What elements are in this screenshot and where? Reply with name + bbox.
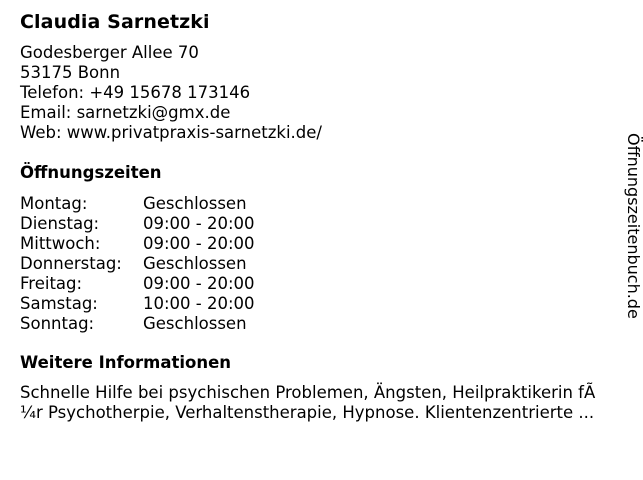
hours-day: Dienstag:	[20, 214, 100, 233]
city-address: 53175 Bonn	[20, 63, 121, 82]
more-info-line: ¼r Psychotherpie, Verhaltenstherapie, Hypnose. Klientenzentrierte ...	[20, 403, 595, 422]
hours-row-monday	[20, 194, 610, 214]
hours-time: 10:00 - 20:00	[143, 294, 255, 313]
hours-row-friday	[20, 274, 610, 294]
hours-day: Mittwoch:	[20, 234, 101, 253]
more-info-line: Schnelle Hilfe bei psychischen Problemen, Ängsten, Heilpraktikerin fÃ	[20, 383, 596, 402]
hours-time: Geschlossen	[143, 194, 247, 213]
hours-time: 09:00 - 20:00	[143, 274, 255, 293]
hours-day: Donnerstag:	[20, 254, 122, 273]
hours-row-wednesday	[20, 234, 610, 254]
hours-row-saturday	[20, 294, 610, 314]
phone-number: Telefon: +49 15678 173146	[20, 83, 251, 102]
business-info	[20, 10, 610, 423]
opening-hours-table	[20, 194, 610, 334]
hours-day: Samstag:	[20, 294, 98, 313]
contact-details	[20, 43, 610, 143]
street-address: Godesberger Allee 70	[20, 43, 199, 62]
hours-day: Montag:	[20, 194, 88, 213]
hours-time: Geschlossen	[143, 314, 247, 333]
hours-day: Freitag:	[20, 274, 83, 293]
hours-time: 09:00 - 20:00	[143, 214, 255, 233]
website-url: Web: www.privatpraxis-sarnetzki.de/	[20, 123, 322, 142]
hours-row-tuesday	[20, 214, 610, 234]
hours-day: Sonntag:	[20, 314, 95, 333]
email-address: Email: sarnetzki@gmx.de	[20, 103, 231, 122]
hours-time: 09:00 - 20:00	[143, 234, 255, 253]
more-info-heading: Weitere Informationen	[20, 353, 232, 372]
hours-row-sunday	[20, 314, 610, 334]
hours-time: Geschlossen	[143, 254, 247, 273]
brand-watermark: Öffnungszeitenbuch.de	[624, 133, 643, 319]
more-info-text	[20, 383, 620, 423]
business-name: Claudia Sarnetzki	[20, 11, 210, 33]
hours-row-thursday	[20, 254, 610, 274]
opening-hours-heading: Öffnungszeiten	[20, 163, 162, 182]
